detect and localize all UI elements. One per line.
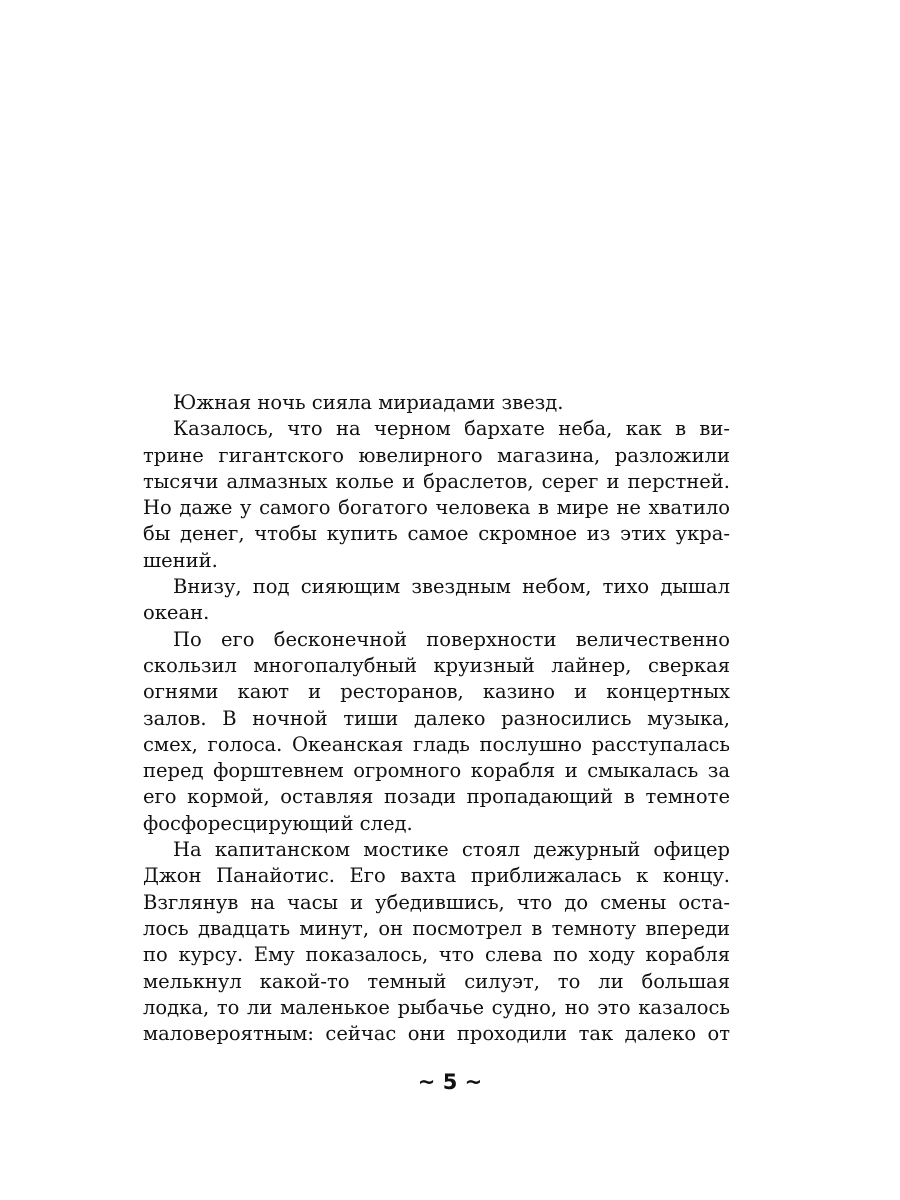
page-number: ~ 5 ~ [417,1070,483,1094]
text-line: по курсу. Ему показалось, что слева по ходу корабля [143,943,730,967]
text-line: лось двадцать минут, он посмотрел в темноту впереди [143,916,730,940]
text-line: его кормой, оставляя позади пропадающий в темноте [143,785,730,809]
text-line: Но даже у самого богатого человека в мире не хватило [143,496,730,520]
text-line: бы денег, чтобы купить самое скромное из этих укра- [143,522,730,546]
text-line: маловероятным: сейчас они проходили так далеко от [143,1022,730,1046]
text-line: океан. [143,601,210,625]
text-line: На капитанском мостике стоял дежурный офицер [173,838,730,862]
text-line: огнями кают и ресторанов, казино и концертных [143,680,730,704]
text-line: По его бесконечной поверхности величественно [173,627,730,651]
text-line: перед форштевнем огромного корабля и смыкалась за [143,759,730,783]
text-line: шений. [143,548,218,572]
text-line: Внизу, под сияющим звездным небом, тихо дышал [173,575,730,599]
text-line: фосфоресцирующий след. [143,811,413,835]
text-line: лодка, то ли маленькое рыбачье судно, но это казалось [143,995,730,1019]
text-line: мелькнул какой-то темный силуэт, то ли большая [143,969,730,993]
text-line: скользил многопалубный круизный лайнер, сверкая [143,653,730,677]
text-line: Казалось, что на черном бархате неба, как в ви- [173,417,730,441]
text-line: смех, голоса. Океанская гладь послушно расступалась [143,732,730,756]
text-line: залов. В ночной тиши далеко разносились музыка, [143,706,730,730]
text-line: Джон Панайотис. Его вахта приближалась к концу. [143,864,730,888]
text-line: Взглянув на часы и убедившись, что до смены оста- [143,890,730,914]
text-line: тысячи алмазных колье и браслетов, серег и перстней. [143,469,730,493]
page-body-text [143,390,730,1047]
text-line: Южная ночь сияла мириадами звезд. [173,391,564,414]
text-line: трине гигантского ювелирного магазина, разложили [143,443,730,467]
